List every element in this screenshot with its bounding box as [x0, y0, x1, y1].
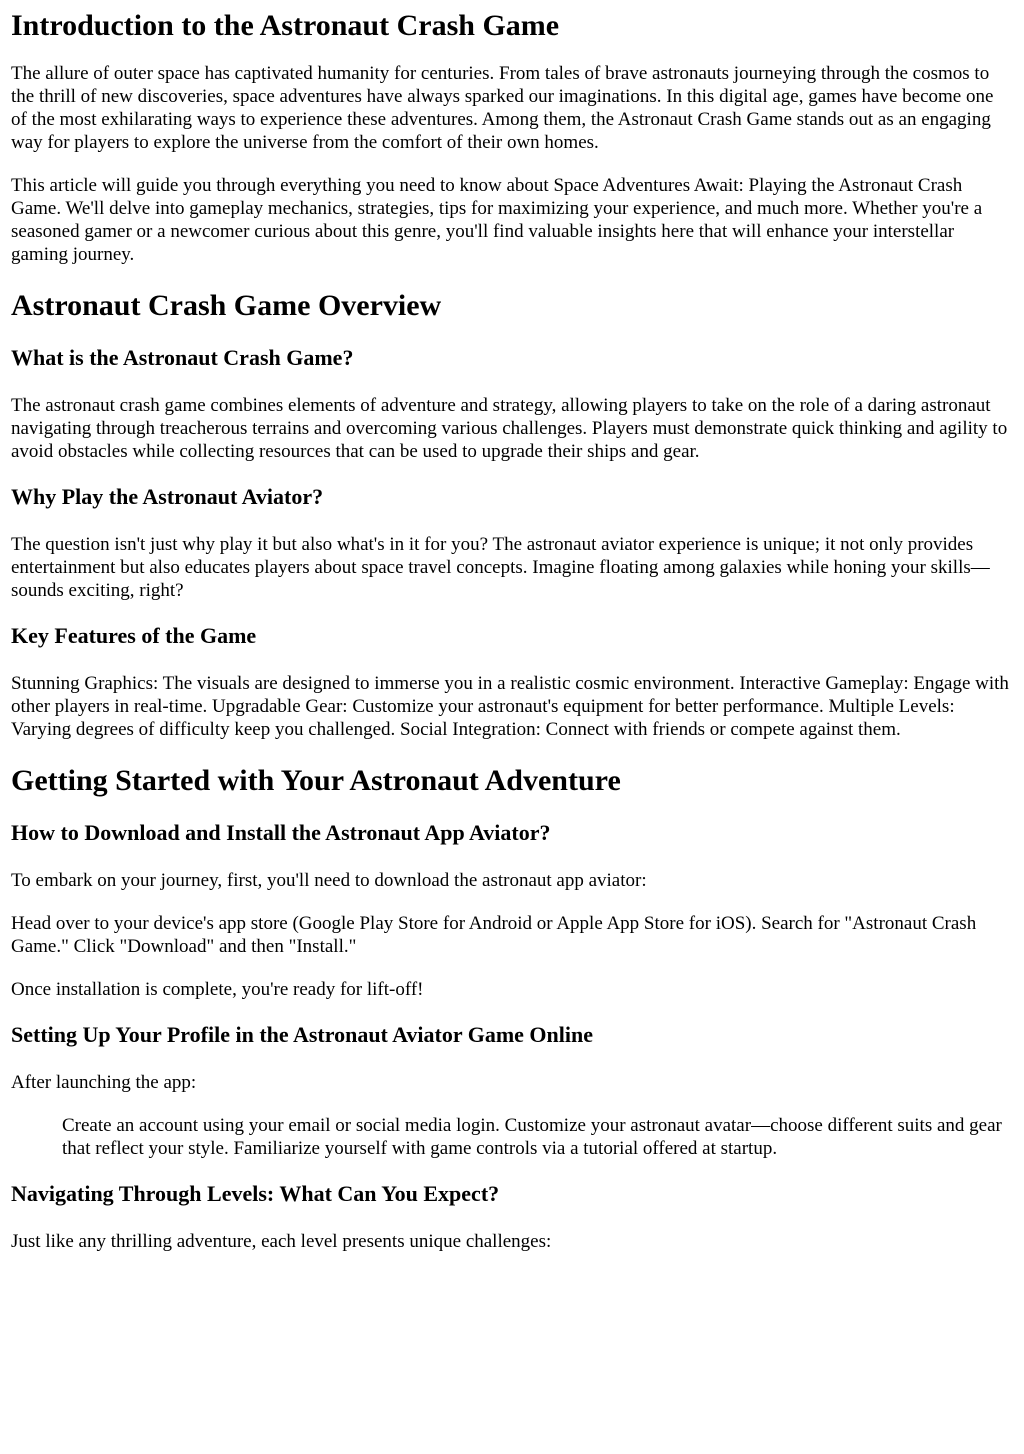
getting-started-heading: Getting Started with Your Astronaut Adventure — [11, 764, 621, 797]
why-heading: Why Play the Astronaut Aviator? — [11, 484, 324, 509]
levels-paragraph: Just like any thrilling adventure, each level presents unique challenges: — [11, 1231, 552, 1252]
intro-heading: Introduction to the Astronaut Crash Game — [11, 9, 560, 42]
levels-heading: Navigating Through Levels: What Can You Expect? — [11, 1181, 500, 1206]
profile-heading: Setting Up Your Profile in the Astronaut Aviator Game Online — [11, 1022, 594, 1047]
download-paragraph-1: To embark on your journey, first, you'll need to download the astronaut app aviator: — [11, 870, 647, 891]
intro-paragraph-2: This article will guide you through everything you need to know about Space Adventures Await: Playing the Astronaut Crash Game. We'll delve into gameplay mechanics, strategies, tips for maximizing your experience, and much more. Whether you're a seasoned gamer or a newcomer curious about this genre, you'll find valuable insights here that will enhance your interstellar gaming journey. — [11, 175, 983, 265]
what-paragraph: The astronaut crash game combines elements of adventure and strategy, allowing players to take on the role of a daring astronaut navigating through treacherous terrains and overcoming various challenges. Players must demonstrate quick thinking and agility to avoid obstacles while collecting resources that can be used to upgrade their ships and gear. — [11, 395, 1008, 462]
profile-blockquote: Create an account using your email or social media login. Customize your astronaut avatar—choose different suits and gear that reflect your style. Familiarize yourself with game controls via a tutorial offered at startup. — [62, 1115, 1002, 1159]
article — [0, 8, 1024, 1253]
features-heading: Key Features of the Game — [11, 623, 257, 648]
features-paragraph: Stunning Graphics: The visuals are designed to immerse you in a realistic cosmic environment. Interactive Gameplay: Engage with other players in real-time. Upgradable Gear: Customize your astronaut's equipment for better performance. Multiple Levels: Varying degrees of difficulty keep you challenged. Social Integration: Connect with friends or compete against them. — [11, 673, 1009, 740]
profile-paragraph: After launching the app: — [11, 1072, 197, 1093]
overview-heading: Astronaut Crash Game Overview — [11, 289, 442, 322]
download-paragraph-2: Head over to your device's app store (Google Play Store for Android or Apple App Store for iOS). Search for "Astronaut Crash Game." Click "Download" and then "Install." — [11, 913, 977, 957]
intro-paragraph-1: The allure of outer space has captivated humanity for centuries. From tales of brave astronauts journeying through the cosmos to the thrill of new discoveries, space adventures have always sparked our imaginations. In this digital age, games have become one of the most exhilarating ways to experience these adventures. Among them, the Astronaut Crash Game stands out as an engaging way for players to explore the universe from the comfort of their own homes. — [11, 63, 994, 153]
why-paragraph: The question isn't just why play it but also what's in it for you? The astronaut aviator experience is unique; it not only provides entertainment but also educates players about space travel concepts. Imagine floating among galaxies while honing your skills—sounds exciting, right? — [11, 534, 990, 601]
what-heading: What is the Astronaut Crash Game? — [11, 345, 354, 370]
download-heading: How to Download and Install the Astronaut App Aviator? — [11, 820, 551, 845]
download-paragraph-3: Once installation is complete, you're ready for lift-off! — [11, 979, 424, 1000]
